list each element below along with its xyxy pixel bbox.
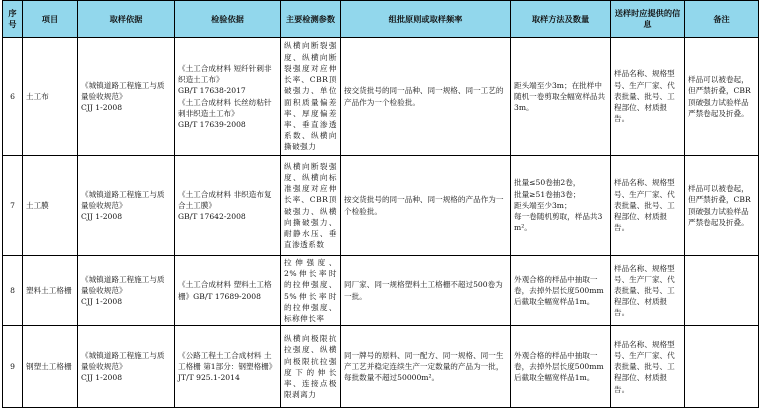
cell-item: 钢塑土工格栅 (23, 326, 78, 408)
cell-seq: 8 (3, 256, 23, 326)
cell-method: 距头端至少3m；在批样中随机一卷剪取全幅宽样品共3m。 (511, 38, 611, 156)
method-line: 每一卷随机剪取，样品共3m²。 (514, 212, 603, 233)
basis-code: CJJ 1-2008 (81, 297, 123, 307)
cell-params: 纵横向极限抗拉强度、纵横向极限抗拉强度下的伸长率、连接点极限剥离力 (281, 326, 341, 408)
cell-batch: 按交货批号的同一品种、同一规格的产品作为一个检验批。 (341, 156, 511, 256)
table-row (3, 38, 759, 156)
cell-inspect (175, 256, 281, 326)
cell-basis (78, 326, 175, 408)
cell-params: 拉伸强度、2%伸长率时的拉伸强度、5%伸长率时的拉伸强度、标称伸长率 (281, 256, 341, 326)
cell-seq: 6 (3, 38, 23, 156)
basis-code: CJJ 1-2008 (81, 373, 123, 383)
header-inspect: 检验依据 (175, 1, 281, 38)
cell-remark: 样品可以被卷起，但严禁折叠，CBR顶破强力试验样品严禁卷起及折叠。 (685, 38, 759, 156)
cell-inspect (175, 38, 281, 156)
inspect-line: GB/T 17642-2008 (178, 212, 246, 222)
cell-info: 样品名称、规格型号、生产厂家、代表批量、批号、工程部位、材质报告。 (611, 156, 685, 256)
cell-method: 外观合格的样品中抽取一卷，去掉外层长度500mm后截取全幅宽样品1m。 (511, 256, 611, 326)
cell-basis (78, 38, 175, 156)
cell-method: 外观合格的样品中抽取一卷，去掉外层长度500mm后截取全幅宽样品1m。 (511, 326, 611, 408)
cell-remark (685, 326, 759, 408)
sampling-spec-table (2, 0, 759, 408)
cell-basis (78, 256, 175, 326)
inspect-line: 《土工合成材料 长丝纺粘针刺非织造土工布》 (178, 97, 272, 118)
basis-code: CJJ 1-2008 (81, 103, 123, 113)
header-item: 项目 (23, 1, 78, 38)
method-line: 批量≤50卷抽2卷， (514, 178, 581, 188)
header-batch: 组批原则或取样频率 (341, 1, 511, 38)
basis-code: CJJ 1-2008 (81, 212, 123, 222)
table-row (3, 156, 759, 256)
inspect-line: 《公路工程土工合成材料 土工格栅 第1部分：钢塑格栅》JT/T 925.1-2014 (178, 350, 277, 383)
cell-item: 土工膜 (23, 156, 78, 256)
cell-batch: 同厂家、同一规格塑料土工格栅不超过500卷为一批。 (341, 256, 511, 326)
inspect-line: 《土工合成材料 非织造布复合土工膜》 (178, 189, 272, 210)
table-row (3, 256, 759, 326)
table-header-row (3, 1, 759, 38)
cell-item: 土工布 (23, 38, 78, 156)
cell-remark (685, 256, 759, 326)
method-line: 距头端至少3m； (514, 200, 572, 210)
header-info: 送样时应提供的信息 (611, 1, 685, 38)
cell-batch: 按交货批号的同一品种、同一规格、同一工艺的产品作为一个检验批。 (341, 38, 511, 156)
basis-title: 《城镇道路工程施工与质量验收规范》 (81, 350, 165, 372)
basis-title: 《城镇道路工程施工与质量验收规范》 (81, 189, 165, 210)
cell-params: 纵横向断裂强度、纵横向标准强度对应伸长率、CBR顶破强力、纵横向撕破强力、耐静水压、垂直渗透系数 (281, 156, 341, 256)
header-remark: 备注 (685, 1, 759, 38)
cell-inspect (175, 326, 281, 408)
header-basis: 取样依据 (78, 1, 175, 38)
cell-batch: 同一牌号的原料、同一配方、同一规格、同一生产工艺并稳定连续生产一定数量的产品为一批，每批数量不超过50000m²。 (341, 326, 511, 408)
method-line: 批量≥51卷抽3卷； (514, 189, 581, 199)
inspect-line: 《土工合成材料 短纤针刺非织造土工布》 (178, 63, 272, 85)
table-row (3, 326, 759, 408)
inspect-line: GB/T 17638-2017 (178, 86, 246, 96)
cell-info: 样品名称、规格型号、生产厂家、代表批量、批号、工程部位、材质报告。 (611, 326, 685, 408)
cell-seq: 9 (3, 326, 23, 408)
inspect-line: 《土工合成材料 塑料土工格栅》GB/T 17689-2008 (178, 280, 272, 301)
header-params: 主要检测参数 (281, 1, 341, 38)
basis-title: 《城镇道路工程施工与质量验收规范》 (81, 80, 165, 101)
cell-method (511, 156, 611, 256)
cell-item: 塑料土工格栅 (23, 256, 78, 326)
cell-seq: 7 (3, 156, 23, 256)
cell-params: 纵横向断裂强度、纵横向断裂强度对应伸长率、CBR顶破强力、单位面积质量偏差率、厚度偏差率、垂直渗透系数、纵横向撕破强力 (281, 38, 341, 156)
header-method: 取样方法及数量 (511, 1, 611, 38)
cell-info: 样品名称、规格型号、生产厂家、代表批量、批号、工程部位、材质报告。 (611, 256, 685, 326)
header-seq: 序号 (3, 1, 23, 38)
cell-remark: 样品可以被卷起，但严禁折叠，CBR顶破强力试验样品严禁卷起及折叠。 (685, 156, 759, 256)
inspect-line: GB/T 17639-2008 (178, 119, 246, 129)
basis-title: 《城镇道路工程施工与质量验收规范》 (81, 274, 165, 295)
cell-inspect (175, 156, 281, 256)
cell-basis (78, 156, 175, 256)
cell-info: 样品名称、规格型号、生产厂家、代表批量、批号、工程部位、材质报告。 (611, 38, 685, 156)
